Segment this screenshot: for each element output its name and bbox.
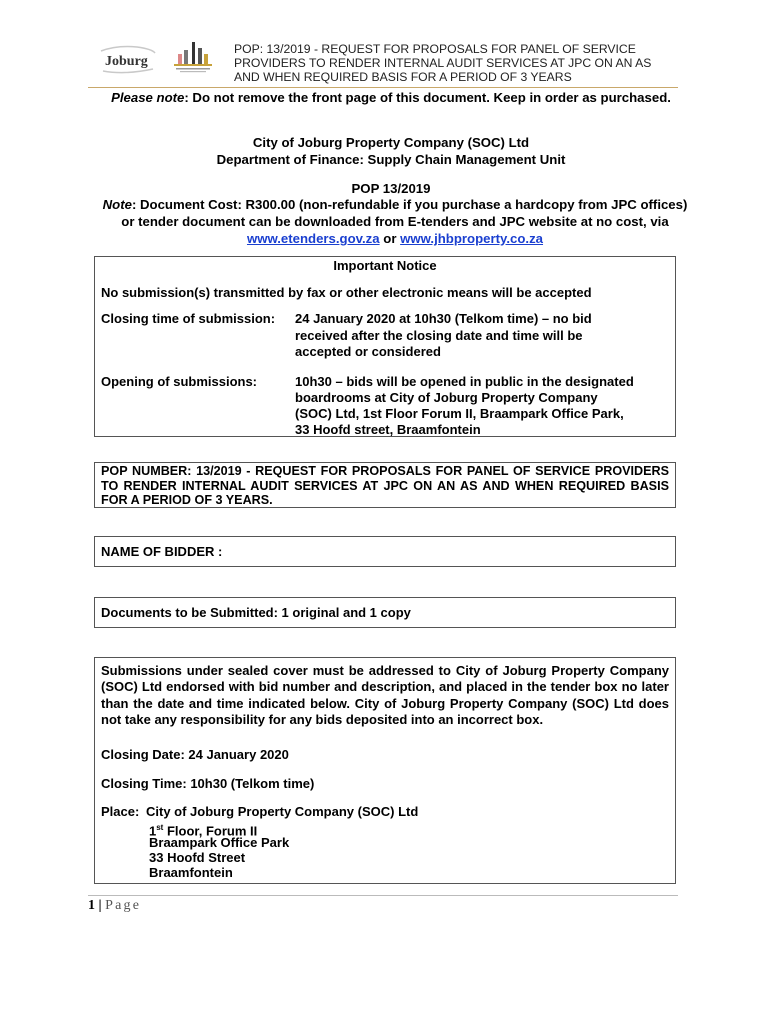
document-cost-note	[100, 196, 690, 247]
bidder-name-box[interactable]	[94, 536, 676, 567]
note-label: Note	[102, 197, 132, 212]
opening-line-1: 10h30 – bids will be opened in public in the designated	[295, 374, 634, 389]
floor-rest: Floor, Forum II	[163, 823, 258, 839]
place-line-5: Braamfontein	[149, 865, 233, 880]
department-name: Department of Finance: Supply Chain Management Unit	[216, 152, 566, 167]
closing-time: Closing Time: 10h30 (Telkom time)	[101, 776, 315, 791]
opening-line-2: boardrooms at City of Joburg Property Company	[295, 390, 598, 405]
header-divider	[88, 87, 678, 88]
important-notice-box	[94, 256, 676, 437]
etenders-link[interactable]: www.etenders.gov.za	[246, 231, 380, 246]
opening-line-3: (SOC) Ltd, 1st Floor Forum II, Braampark Office Park,	[295, 406, 624, 421]
front-page-note-text: : Do not remove the front page of this document. Keep in order as purchased.	[184, 90, 671, 105]
header-title: POP: 13/2019 - REQUEST FOR PROPOSALS FOR PANEL OF SERVICE PROVIDERS TO RENDER INTERNAL AUDIT SERVICES AT JPC ON AN AS AND WHEN REQUIRED BASIS FOR A PERIOD OF 3 YEARS	[234, 42, 652, 85]
svg-text:Joburg: Joburg	[105, 54, 148, 69]
pop-reference: POP 13/2019	[351, 181, 431, 196]
pop-number-text: POP NUMBER: 13/2019 - REQUEST FOR PROPOSALS FOR PANEL OF SERVICE PROVIDERS TO RENDER INTERNAL AUDIT SERVICES AT JPC ON AN AS AND WHEN REQUIRED BASIS FOR A PERIOD OF 3 YEARS.	[101, 464, 669, 507]
submission-box	[94, 657, 676, 884]
floor-suffix: st	[156, 823, 164, 832]
place-label: Place:	[101, 804, 140, 819]
opening-line-4: 33 Hoofd street, Braamfontein	[295, 422, 481, 437]
closing-time-line-2: received after the closing date and time will be	[295, 328, 583, 343]
documents-text: Documents to be Submitted: 1 original and 1 copy	[101, 605, 411, 620]
page-number: 1	[88, 898, 95, 913]
opening-label: Opening of submissions:	[101, 374, 258, 389]
closing-time-label: Closing time of submission:	[101, 311, 276, 326]
company-name: City of Joburg Property Company (SOC) Ltd	[252, 135, 530, 150]
jhbproperty-link[interactable]: www.jhbproperty.co.za	[400, 231, 544, 246]
place-line-1: City of Joburg Property Company (SOC) Ltd	[146, 804, 419, 819]
page-footer	[88, 898, 141, 914]
floor-number: 1	[149, 823, 157, 839]
place-line-3: Braampark Office Park	[149, 835, 290, 850]
no-fax-notice: No submission(s) transmitted by fax or other electronic means will be accepted	[101, 285, 592, 300]
page-separator: |	[98, 898, 102, 913]
closing-time-line-3: accepted or considered	[295, 344, 441, 359]
documents-box	[94, 597, 676, 628]
document-cost-text: : Document Cost: R300.00 (non-refundable if you purchase a hardcopy from JPC offices) or tender document can be downloaded from E-tenders and JPC website at no cost, via	[121, 197, 688, 229]
front-page-note	[96, 89, 686, 106]
joburg-logo	[97, 43, 159, 77]
pop-number-box	[94, 462, 676, 508]
closing-time-line-1: 24 January 2020 at 10h30 (Telkom time) – no bid	[295, 311, 592, 326]
submission-paragraph: Submissions under sealed cover must be addressed to City of Joburg Property Company (SOC) Ltd endorsed with bid number and description, and placed in the tender box no later than the date and time indicated below. City of Joburg Property Company (SOC) Ltd does not take any responsibility for any bids deposited into an incorrect box.	[101, 663, 669, 727]
bidder-name-label: NAME OF BIDDER :	[101, 544, 223, 559]
place-line-4: 33 Hoofd Street	[149, 850, 246, 865]
important-notice-title: Important Notice	[333, 258, 437, 273]
closing-date: Closing Date: 24 January 2020	[101, 747, 289, 762]
page-word: Page	[105, 898, 142, 913]
please-note-label: Please note	[111, 90, 185, 105]
footer-divider	[88, 895, 678, 896]
or-text: or	[379, 231, 401, 246]
jpc-logo	[170, 40, 216, 76]
